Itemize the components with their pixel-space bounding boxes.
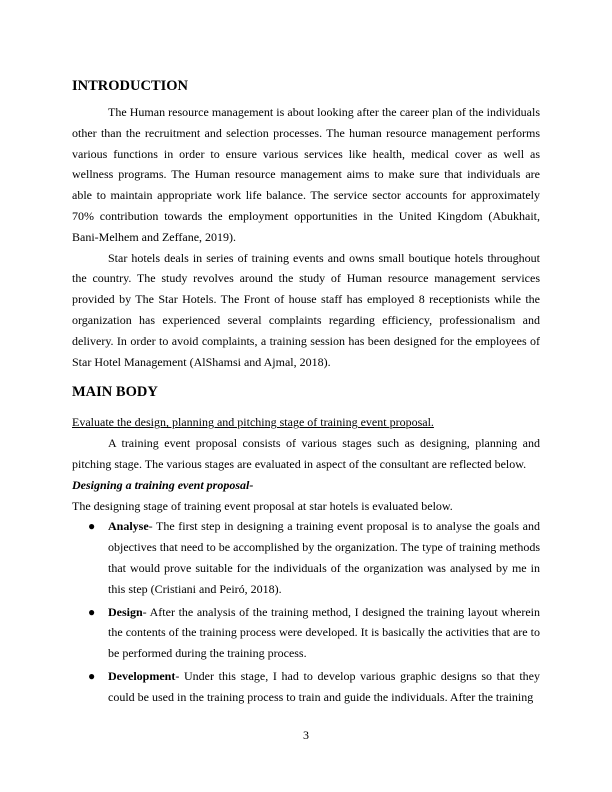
designing-subheading: Designing a training event proposal- [72, 477, 254, 492]
designing-intro-paragraph: The designing stage of training event proposal at star hotels is evaluated below. [72, 498, 453, 513]
evaluate-subheading: Evaluate the design, planning and pitching stage of training event proposal. [72, 415, 434, 430]
bullet-term: Development [108, 668, 176, 683]
bullet-term: Design [108, 604, 143, 619]
list-item [88, 602, 540, 664]
list-item [88, 666, 540, 708]
designing-stage-list [72, 516, 540, 707]
main-body-heading: MAIN BODY [72, 384, 158, 401]
bullet-text: - The first step in designing a training event proposal is to analyse the goals and objectives that need to be accomplished by the organization. The type of training methods that would prove suitable for the individuals of the organization was analysed by me in this step (Cristiani and Peiró, 2018). [108, 519, 540, 596]
bullet-icon: ● [88, 668, 96, 683]
bullet-text: - Under this stage, I had to develop various graphic designs so that they could be used in the training process to train and guide the individuals. After the training [108, 668, 540, 704]
bullet-term: Analyse [108, 519, 149, 534]
document-page [72, 76, 540, 710]
bullet-icon: ● [88, 604, 96, 619]
introduction-paragraph-2: Star hotels deals in series of training events and owns small boutique hotels throughout the country. The study revolves around the study of Human resource management services provided by The Star Hotels. The Front of house staff has employed 8 receptionists while the organization has experienced several complaints regarding efficiency, professionalism and delivery. In order to avoid complaints, a training session has been designed for the employees of Star Hotel Management (AlShamsi and Ajmal, 2018). [72, 250, 540, 369]
introduction-heading: INTRODUCTION [72, 78, 189, 94]
main-body-paragraph: A training event proposal consists of various stages such as designing, planning and pitching stage. The various stages are evaluated in aspect of the consultant are reflected below. [72, 436, 540, 471]
bullet-icon: ● [88, 519, 96, 534]
page-number: 3 [303, 728, 309, 742]
list-item [88, 516, 540, 599]
bullet-text: - After the analysis of the training method, I designed the training layout wherein the contents of the training process were developed. It is basically the activities that are to be performed during the training process. [108, 604, 540, 661]
introduction-paragraph-1: The Human resource management is about looking after the career plan of the individuals other than the recruitment and selection processes. The human resource management performs various functions in order to ensure various services like health, medical cover as well as wellness programs. The Human resource management aims to make sure that individuals are able to maintain appropriate work life balance. The service sector accounts for approximately 70% contribution towards the employment opportunities in the United Kingdom (Abukhait, Bani-Melhem and Zeffane, 2019). [72, 105, 540, 244]
